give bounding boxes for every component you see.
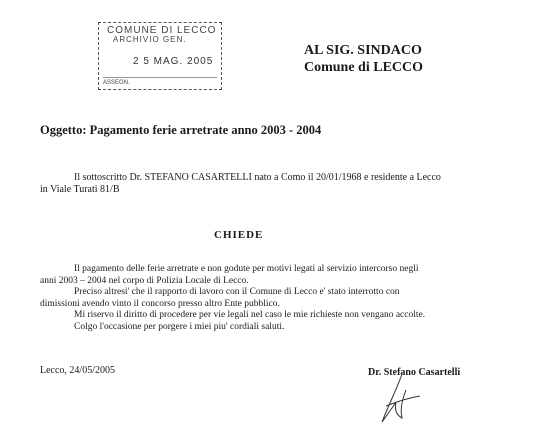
place-and-date: Lecco, 24/05/2005 <box>40 365 115 376</box>
addressee-title: AL SIG. SINDACO <box>304 43 422 58</box>
stamp-divider <box>103 77 217 78</box>
body-p2-line1: Preciso altresi' che il rapporto di lavoro con il Comune di Lecco e' stato interrotto con <box>74 287 400 297</box>
body-p2-line2: dimissioni avendo vinto il concorso presso altro Ente pubblico. <box>40 298 280 309</box>
body-p3-line1: Mi riservo il diritto di procedere per vie legali nel caso le mie richieste non vengano accolte. <box>74 310 426 320</box>
request-heading: CHIEDE <box>214 229 264 241</box>
intro-line-1: Il sottoscritto Dr. STEFANO CASARTELLI nato a Como il 20/01/1968 e residente a Lecco <box>74 172 441 183</box>
body-p1-line1: Il pagamento delle ferie arretrate e non godute per motivi legati al servizio intercorso negli <box>74 264 419 274</box>
intro-paragraph <box>40 172 510 196</box>
body-p1-line2: anni 2003 – 2004 nel corpo di Polizia Locale di Lecco. <box>40 275 249 286</box>
body-p4-line1: Colgo l'occasione per porgere i miei piu' cordiali saluti. <box>74 321 285 332</box>
stamp-date: 2 5 MAG. 2005 <box>133 56 214 67</box>
signer-name: Dr. Stefano Casartelli <box>368 367 461 378</box>
addressee-block <box>304 42 423 76</box>
intro-line-2: in Viale Turati 81/B <box>40 184 120 195</box>
request-body <box>40 264 510 333</box>
protocol-stamp <box>98 22 222 90</box>
handwritten-signature <box>372 372 432 427</box>
stamp-assigned-label: ASSEGN. <box>103 80 130 86</box>
stamp-archive: ARCHIVIO GEN. <box>113 35 187 44</box>
subject-line: Oggetto: Pagamento ferie arretrate anno 2003 - 2004 <box>40 123 322 137</box>
addressee-office: Comune di LECCO <box>304 60 424 75</box>
stamp-municipality: COMUNE DI LECCO <box>107 25 217 36</box>
